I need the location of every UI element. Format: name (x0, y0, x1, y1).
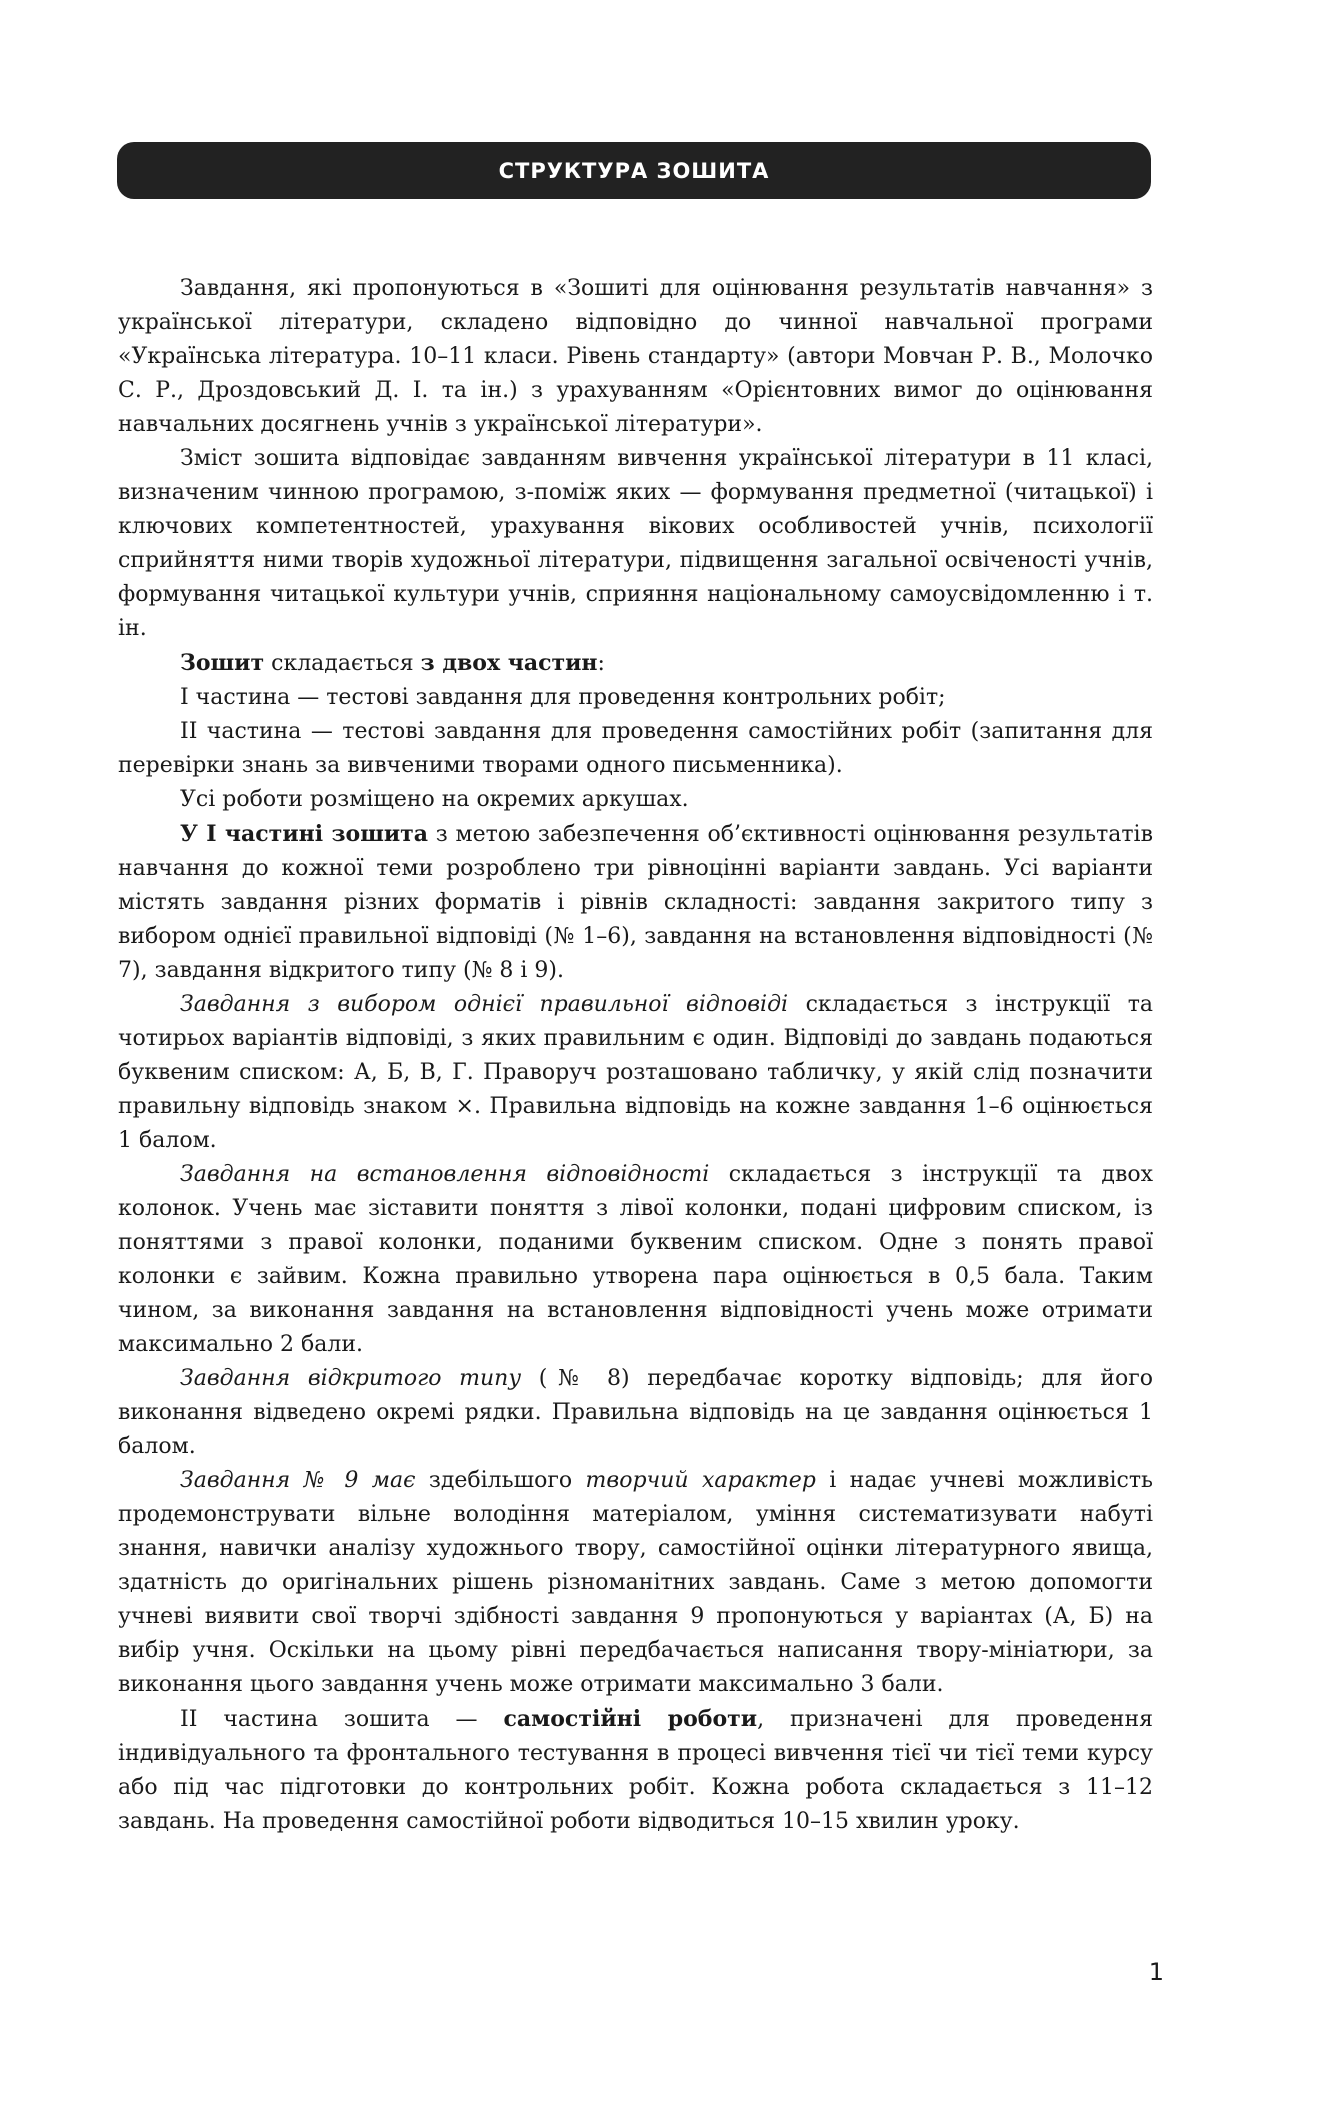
italic-text: Завдання на встановлення відповідності (180, 1162, 710, 1187)
bold-text: У І частині зошита (180, 821, 429, 847)
page-number: 1 (1148, 1958, 1164, 1986)
text-span: : (597, 651, 605, 676)
italic-text: творчий характер (585, 1468, 816, 1493)
bold-text: самостійні роботи (503, 1706, 758, 1732)
paragraph-structure (118, 646, 1153, 681)
text-span: складається (264, 651, 421, 676)
paragraph-matching (118, 1158, 1153, 1362)
body-text (118, 272, 1153, 1839)
text-span: з метою забезпечення об’єктивності оцінювання результатів навчання до кожної теми розроблено три рівноцінні варіанти завдань. Усі варіанти містять завдання різних форматів і рівнів складності: завдання закритого типу з вибором однієї правильної відповіді (№ 1–6), завдання на встановлення відповідності (№ 7), завдання відкритого типу (№ 8 і 9). (118, 822, 1153, 983)
paragraph-open-type (118, 1362, 1153, 1464)
text-span: складається з інструкції та чотирьох варіантів відповіді, з яких правильним є один. Відповіді до завдань подаються буквеним списком: А, Б, В, Г. Праворуч розташовано табличку, у якій слід позначити правильну відповідь знаком ×. Правильна відповідь на кожне завдання 1–6 оцінюється 1 балом. (118, 992, 1153, 1153)
paragraph-task-nine (118, 1464, 1153, 1702)
paragraph-part-one: І частина — тестові завдання для проведення контрольних робіт; (180, 685, 946, 710)
paragraph-single-choice (118, 988, 1153, 1158)
text-span: ІІ частина зошита — (180, 1707, 504, 1732)
italic-text: Завдання № 9 має (180, 1468, 416, 1493)
paragraph-intro: Завдання, які пропонуються в «Зошиті для оцінювання результатів навчання» з української літератури, складено відповідно до чинної навчальної програми «Українська література. 10–11 класи. Рівень стандарту» (автори Мовчан Р. В., Молочко С. Р., Дроздовський Д. І. та ін.) з урахуванням «Орієнтовних вимог до оцінювання навчальних досягнень учнів з української літератури». (118, 276, 1153, 437)
text-span: складається з інструкції та двох колонок. Учень має зіставити поняття з лівої колонки, подані цифровим списком, із поняттями з правої колонки, поданими буквеним списком. Одне з понять правої колонки є зайвим. Кожна правильно утворена пара оцінюється в 0,5 бала. Таким чином, за виконання завдання на встановлення відповідності учень може отримати максимально 2 бали. (118, 1162, 1153, 1357)
italic-text: Завдання відкритого типу (180, 1366, 522, 1391)
italic-text: Завдання з вибором однієї правильної відповіді (180, 992, 789, 1017)
paragraph-part-one-detail (118, 817, 1153, 988)
text-span: , призначені для проведення індивідуального та фронтального тестування в процесі вивчення тієї чи тієї теми курсу або під час підготовки до контрольних робіт. Кожна робота складається з 11–12 завдань. На проведення самостійної роботи відводиться 10–15 хвилин уроку. (118, 1707, 1154, 1834)
text-span: здебільшого (415, 1468, 586, 1493)
section-header-banner (117, 142, 1151, 199)
text-span: і надає учневі можливість продемонструвати вільне володіння матеріалом, уміння систематизувати набуті знання, навички аналізу художнього твору, самостійної оцінки літературного явища, здатність до оригінальних рішень різноманітних завдань. Саме з метою допомогти учневі виявити свої творчі здібності завдання 9 пропонуються у варіантах (А, Б) на вибір учня. Оскільки на цьому рівні передбачається написання твору-мініатюри, за виконання цього завдання учень може отримати максимально 3 бали. (118, 1468, 1153, 1697)
bold-text: з двох частин (420, 650, 598, 676)
paragraph-sheets: Усі роботи розміщено на окремих аркушах. (180, 787, 689, 812)
section-title: СТРУКТУРА ЗОШИТА (498, 158, 770, 183)
paragraph-part-two: ІІ частина — тестові завдання для проведення самостійних робіт (запитання для перевірки знань за вивченими творами одного письменника). (118, 719, 1153, 778)
text-span: (№ 8) передбачає коротку відповідь; для його виконання відведено окремі рядки. Правильна відповідь на це завдання оцінюється 1 балом. (118, 1366, 1153, 1459)
paragraph-part-two-detail (118, 1702, 1153, 1839)
bold-text: Зошит (180, 650, 265, 676)
paragraph-content: Зміст зошита відповідає завданням вивчення української літератури в 11 класі, визначеним чинною програмою, з-поміж яких — формування предметної (читацької) і ключових компетентностей, урахування вікових особливостей учнів, психології сприйняття ними творів художньої літератури, підвищення загальної освіченості учнів, формування читацької культури учнів, сприяння національному самоусвідомленню і т. ін. (118, 446, 1153, 641)
